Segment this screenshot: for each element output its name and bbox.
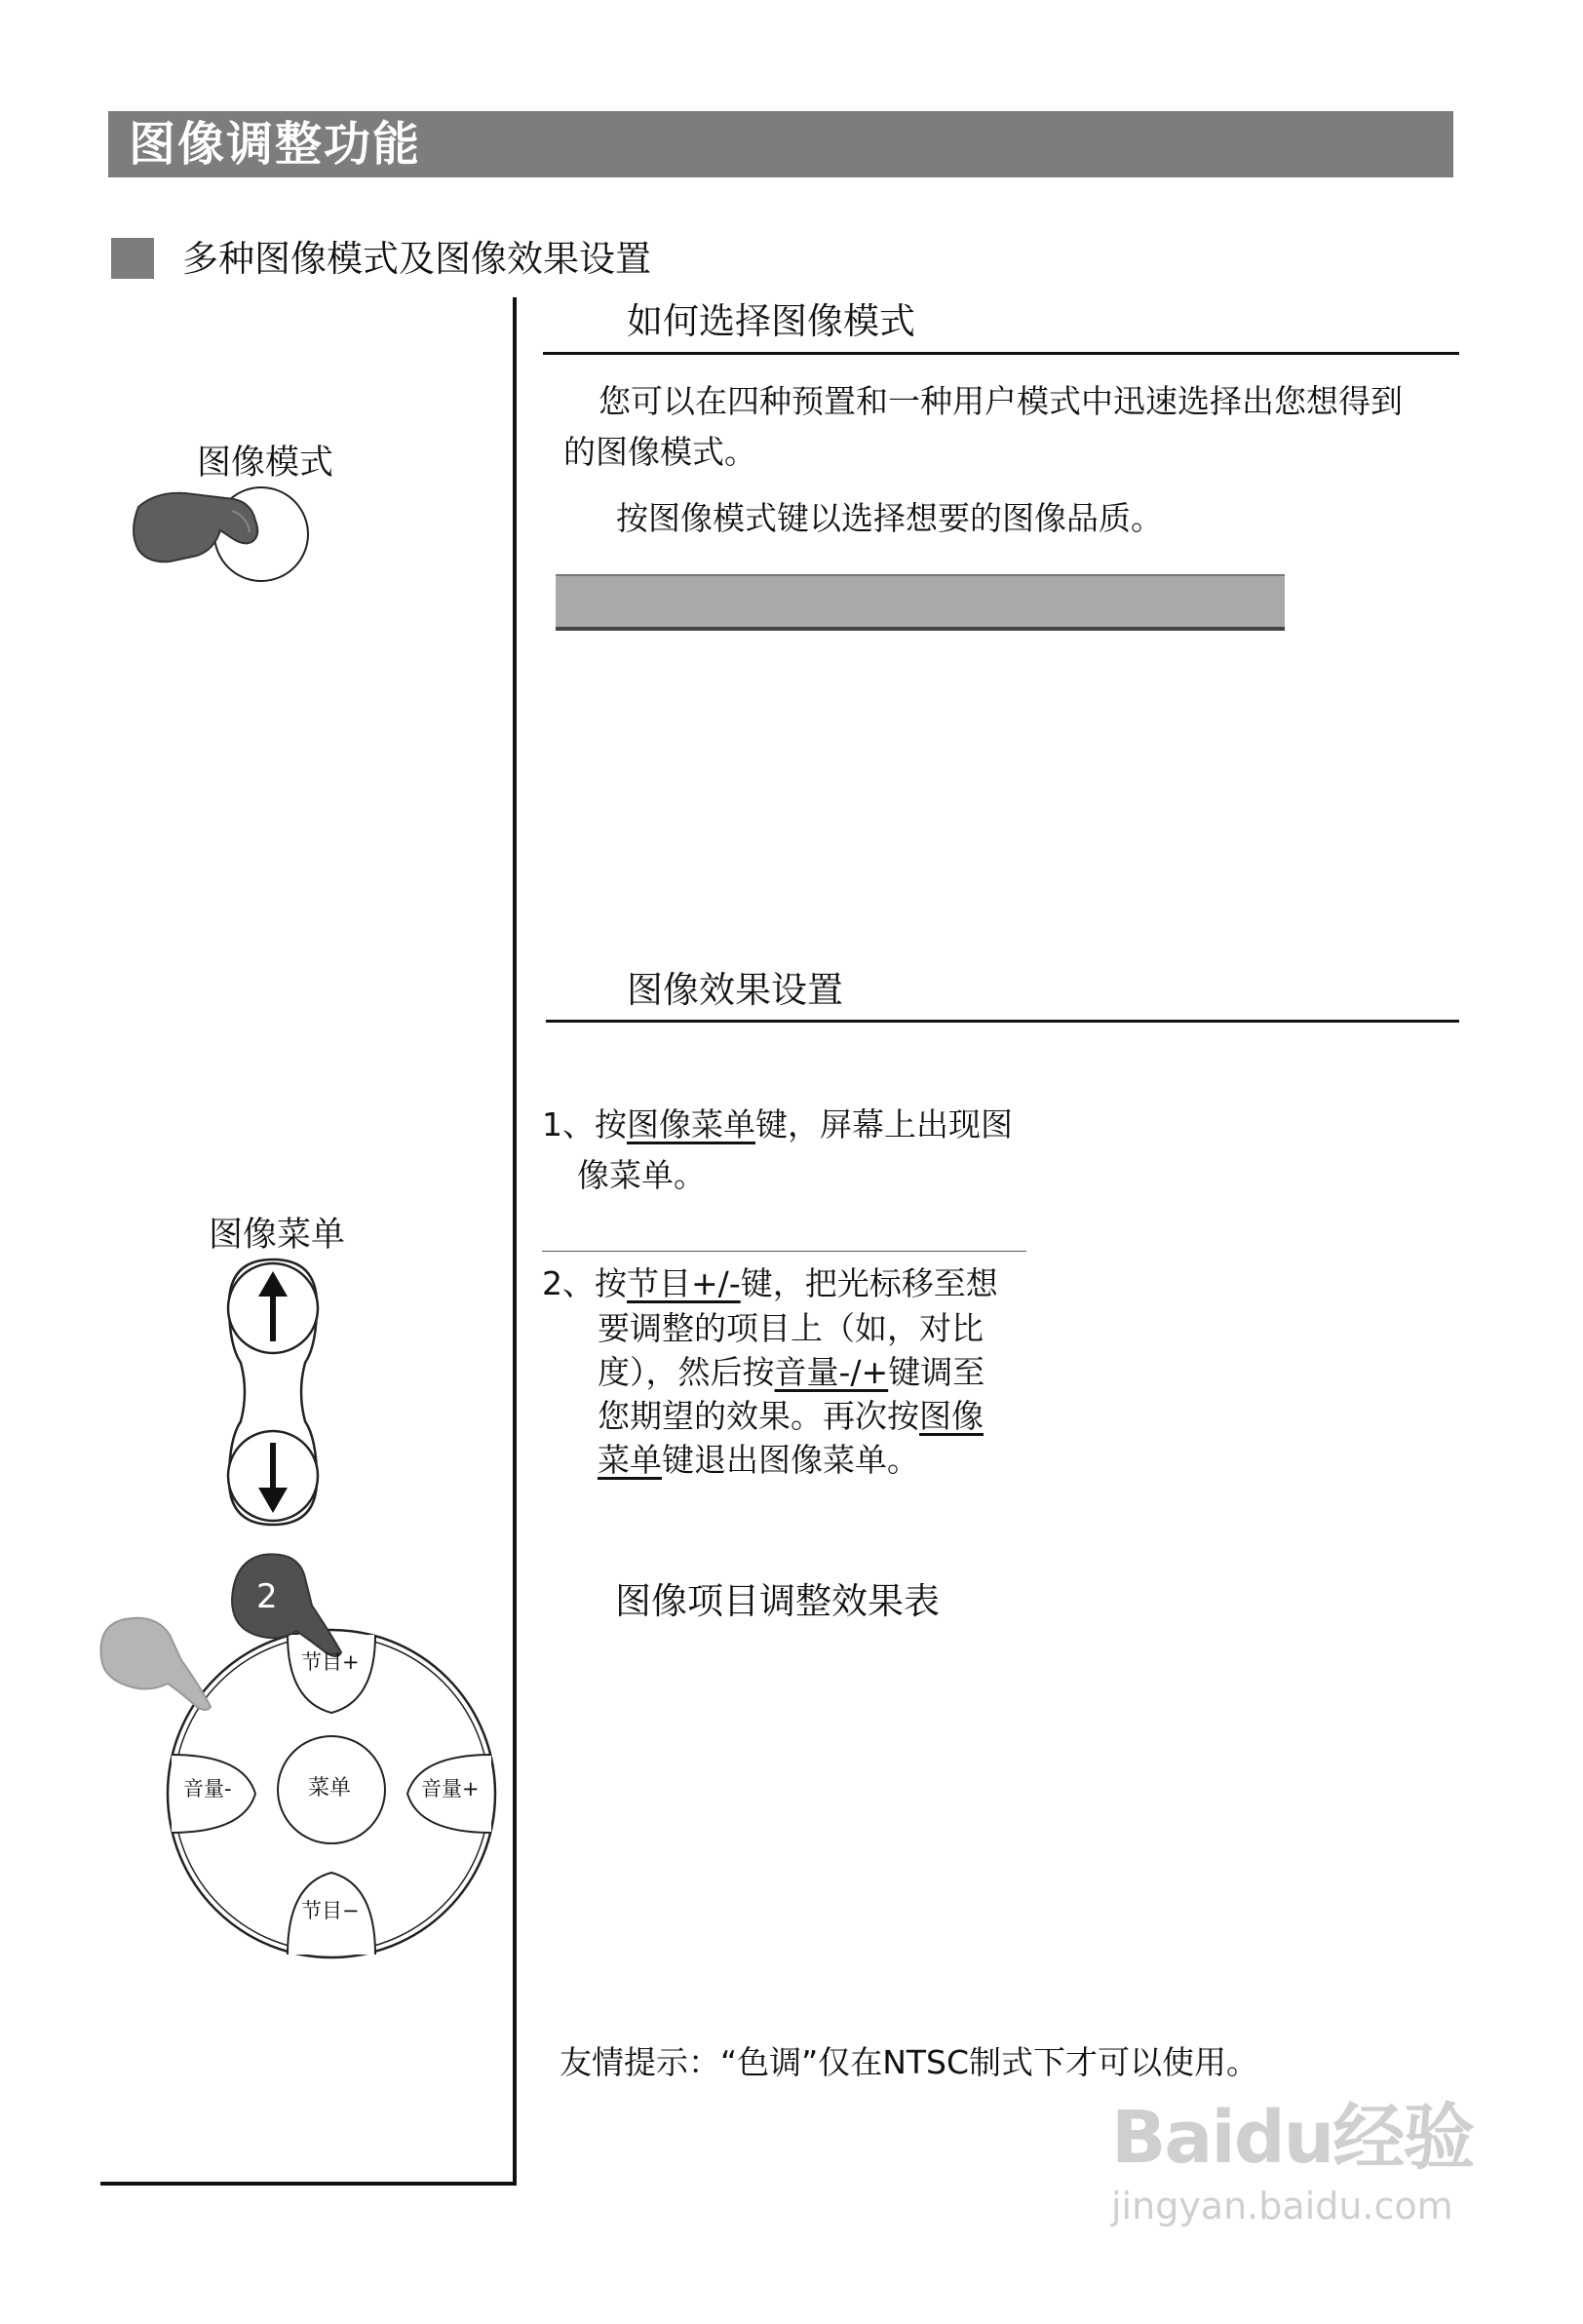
vol-up-label: 音量+ [421, 1777, 480, 1801]
section-marker [111, 238, 154, 279]
step-divider [542, 1251, 1026, 1252]
step2-line3: 度），然后按音量-/+键调至 [598, 1353, 985, 1391]
bottom-rule [100, 2182, 517, 2186]
column-divider [513, 297, 517, 2184]
picture-menu-rocker [219, 1256, 327, 1529]
picture-mode-button-illustration [127, 478, 322, 595]
effect-heading: 图像效果设置 [627, 969, 843, 1011]
mode-para2: 按图像模式键以选择想要的图像品质。 [616, 499, 1163, 537]
remote-dial-illustration [88, 1545, 497, 1964]
step2-line5: 菜单键退出图像菜单。 [598, 1441, 919, 1479]
section-title: 多种图像模式及图像效果设置 [182, 238, 651, 280]
pointing-finger-light-icon [101, 1618, 212, 1710]
mode-heading-rule [543, 352, 1459, 355]
ch-up-label: 节目+ [301, 1650, 360, 1674]
watermark-logo: Baidu经验 [1111, 2096, 1474, 2180]
mode-para1-line1: 您可以在四种预置和一种用户模式中迅速选择出您想得到 [598, 382, 1403, 420]
ch-down-label: 节目− [301, 1899, 360, 1922]
page-title: 图像调整功能 [129, 117, 422, 172]
step2-line2: 要调整的项目上（如，对比 [598, 1309, 984, 1347]
effect-heading-rule [546, 1020, 1459, 1023]
picture-mode-label: 图像模式 [197, 444, 334, 483]
menu-label: 菜单 [308, 1776, 352, 1801]
vol-down-label: 音量- [183, 1777, 232, 1801]
mode-heading: 如何选择图像模式 [627, 300, 915, 342]
finger-light-number: 2 [127, 1702, 148, 1741]
effect-table-title: 图像项目调整效果表 [615, 1580, 940, 1622]
picture-menu-label: 图像菜单 [209, 1216, 346, 1255]
step2-line1: 2、按节目+/-键，把光标移至想 [542, 1264, 998, 1302]
down-arrow-button[interactable] [228, 1431, 318, 1521]
mode-table-header [556, 574, 1285, 631]
step1-line2: 像菜单。 [577, 1156, 706, 1194]
watermark-url: jingyan.baidu.com [1111, 2185, 1453, 2227]
finger-dark-number: 2 [256, 1577, 278, 1616]
step2-line4: 您期望的效果。再次按图像 [598, 1397, 984, 1435]
tip-text: 友情提示：“色调”仅在NTSC制式下才可以使用。 [560, 2043, 1259, 2081]
step1-line1: 1、按图像菜单键，屏幕上出现图 [542, 1105, 1013, 1143]
mode-para1-line2: 的图像模式。 [563, 433, 756, 471]
up-arrow-button[interactable] [228, 1263, 318, 1353]
